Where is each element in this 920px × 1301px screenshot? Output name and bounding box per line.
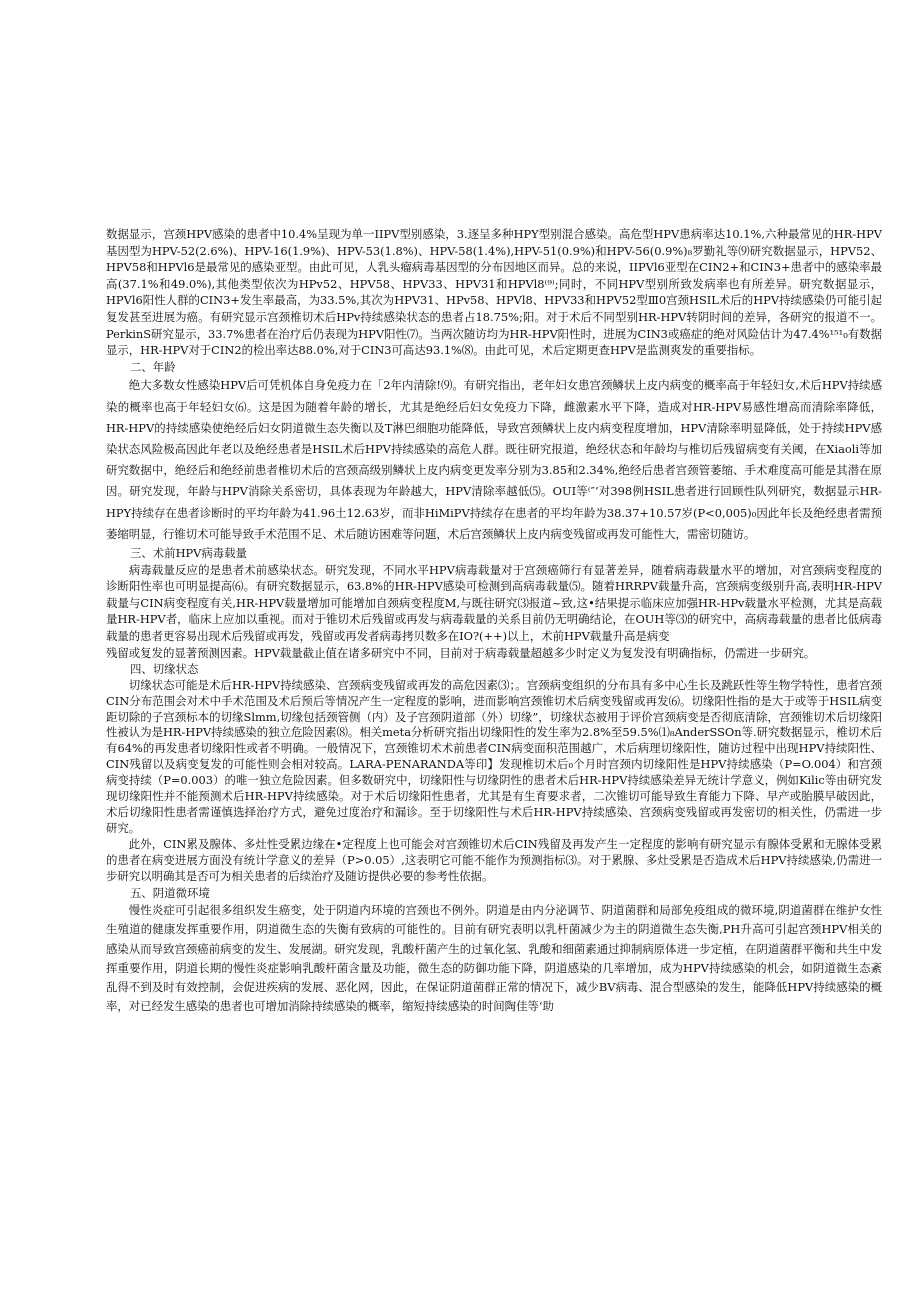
paragraph-age: 绝大多数女性感染HPV后可凭机体自身免疫力在「2年内清除!⑼。有研究指出，老年妇女患宫颈鳞状上皮内病变的概率高于年轻妇女,术后HPV持续感染的概率也高于年轻妇女⑹。这是因为随着年龄的增长，尤其是绝经后妇女免疫力下降，雌激素水平下降，造成对HR-HPV易感性增高而清除率降低，HR-HPV的持续感染使绝经后妇女阴道微生态失衡以及T淋巴细胞功能降低，导致宫颈鳞状上皮内病变程度增加，HPV清除率明显降低，处于持续HPV感染状态风险极高因此年老以及绝经患者是HSIL术后HPV持续感染的高危人群。既往研究报道，绝经状态和年龄均与椎切后残留病变有关阈，在Xiaoli等加研究数据中，绝经后和绝经前患者椎切术后的宫颈高级别鳞状上皮内病变更发率分别为3.85和2.34%,绝经后患者宫颈管萎缩、手术难度高可能是其潜在原因。研究发现，年龄与HPV消除关系密切，具体表现为年龄越大，HPV清除率越低⑸。OUI等⁽″’对398例HSIL患者进行回顾性队列研究，数据显示HR-HPY持续存在患者诊断时的平均年龄为41.96土12.63岁，而非HiMiPV持续存在患者的平均年龄为38.37+10.57岁(P<0,005)₀因此年长及绝经患者需预萎缩明显，行锥切术可能导致手术范围不足、术后随访困难等问题，术后宫颈鳞状上皮内病变残留或再发可能性大，需密切随访。 — [106, 378, 882, 541]
section-heading-age: 二、年龄 — [130, 359, 176, 374]
paragraph-viral-load-continued: 残留或复发的显著预测因素。HPV载量截止值在诸多研究中不同，目前对于病毒载量超越多少时定义为复发没有明确指标，仍需进一步研究。 — [106, 645, 816, 660]
section-heading-viral-load: 三、术前HPV病毒载量 — [130, 545, 247, 560]
paragraph-margin-glands: 此外，CIN累及腺体、多灶性受累边缘在•定程度上也可能会对宫颈锥切术后CIN残留及再发产生一定程度的影响有研究显示有腺体受累和无腺体受累的患者在病变进展方面没有统计学意义的差异（P>0.05）,这表明它可能不能作为预测指标⑶。对于累腺、多灶受累是否造成术后HPV持续感染,仍需进一步研究以明确其是否可为相关患者的后续治疗及随访提供必要的参考性依据。 — [106, 836, 882, 883]
section-heading-margin: 四、切缘状态 — [130, 662, 199, 677]
paragraph-viral-load: 病毒载量反应的是患者术前感染状态。研究发现，不同水平HPV病毒载量对于宫颈癌筛行有显著差异，随着病毒载量水平的增加，对宫颈病变程度的诊断阳性率也可明显提高⑹。有研究数据显示，63.8%的HR-HPV感染可检测到高病毒载量⑸。随着HRRPV载量升高，宫颈病变级别升高,表明HR-HPV载量与CIN病变程度有关,HR-HPV载量增加可能增加自颈病变程度M,与既往研究⑶报道~致,这•结果提示临床应加强HR-HPv载量水平检测，尤其是高载量HR-HPV者，临床上应加以重视。而对于锥切术后残留或再发与病毒载量的关系目前仍无明确结论，在OUH等⑶的研究中，高病毒载量的患者比低病毒载量的患者更容易出现术后残留或再发，残留或再发者病毒拷贝数多在IO?(++)以上，术前HPV载量升高是病变 — [106, 562, 882, 643]
document-page — [106, 226, 882, 1016]
paragraph-hpv-genotypes: 数据显示，宫颈HPV感染的患者中10.4%呈现为单一IIPV型别感染，3.逐呈多种HPY型别混合感染。高危型HPV患病率达10.1%,六种最常见的HR-HPV基因型为HPV-52(2.6%)、HPV-16(1.9%)、HPV-53(1.8%)、HPV-58(1.4%),HPV-51(0.9%)和HPV-56(0.9%)₈罗勤礼等⑼研究数据显示，HPV52、HPV58和HPVl6是最常见的感染亚型。由此可见，人乳头瘤病毒基因型的分布因地区而异。总的来说，IIPVl6亚型在CIN2+和CIN3+患者中的感染率最高(37.1%和49.0%),其他类型依次为HPv52、HPV58、HPV33、HPV31和HPVl8⁽⁹⁾;同时，不同HPV型别所致发病率也有所差异。研究数据显示，HPVl6阳性人群的CIN3+发生率最高，为33.5%,其次为HPV31、HPv58、HPVl8、HPV33和HPV52型Ⅲ0宫颈HSIL术后的HPV持续感染仍可能引起复发甚至进展为癌。有研究显示宫颈椎切术后HPv持续感染状态的患者占18.75%;阳。对于术后不同型别HR-HPV转阴时间的差异，各研究的报道不一。PerkinS研究显示，33.7%患者在治疗后仍表现为HPV阳性⑺。当两次随访均为HR-HPV阳性时，进展为CIN3或癌症的绝对风险估计为47.4%¹⁵¹₀有数据显示，HR-HPV对于CIN2的检出率达88.0%,对于CIN3可高达93.1%⑻。由此可见，术后定期更查HPV是监测爽发的重要指标。 — [106, 227, 882, 358]
paragraph-vaginal-microenvironment: 慢性炎症可引起很多组织发生癌变，处于阴道内环境的宫颈也不例外。阴道是由内分泌调节、阴道菌群和局部免疫组成的微环境,阴道菌群在维护女性生殖道的健康发挥重要作用，阴道微生态的失衡有致病的可能性的。目前有研究表明以乳杆菌减少为主的阴道微生态失衡,PH升高可引起宫颈HPV相关的感染从而导致宫颈癌前病变的发生、发展湖。研究发现，乳酸杆菌产生的过氧化氢、乳酸和细菌素通过抑制病原体进一步定植，在阴道菌群平衡和共生中发挥重要作用，阴道长期的慢性炎症影响乳酸杆菌含量及功能，微生态的防御功能下降，阴道感染的几率增加，成为HPV持续感染的机会，如阴道微生态紊乱得不到及时有效控制，会促进疾病的发展、恶化网，因此，在保证阴道菌群正常的情况下，减少BV病毒、混合型感染的发生，能降低HPV持续感染的概率，对已经发生感染的患者也可增加消除持续感染的概率，缩短持续感染的时间陶佳等‘助 — [106, 903, 882, 1014]
section-heading-vaginal-microenvironment: 五、阴道微环境 — [130, 885, 210, 900]
paragraph-margin: 切缘状态可能是术后HR-HPV持续感染、宫颈病变残留或再发的高危因素⑶；。宫颈病变组织的分布具有多中心生长及跳跃性等生物学特性，患者宫颈CIN分布范围会对术中手术范围及术后预后等情况产生一定程度的影响，进而影响宫颈锥切术后病变残留或再发⑹。切缘阳性指的是大于或等于HSIL病变距切除的子宫颈标本的切缘Slmm,切缘包括颈管侧（内）及子宫颈阴道部（外）切缘”，切缘状态被用于评价宫颈病变是否彻底清除，宫颈锥切术后切缘阳性被认为是HR-HPV持续感染的独立危险因素⑻。相关meta分析研究指出切缘阳性的发生率为2.8%至59.5%⑴₈AnderSSOn等.研究数据显示，椎切术后有64%的再发患者切缘阳性或者不明确。一般情况下，宫颈锥切术术前患者CIN病变面积范围越广，术后病理切缘阳性，随访过程中出现HPV持续阳性、CIN残留以及病变复发的可能性则会相对较高。LARA-PENARANDA等印】发现椎切术后₀个月时宫颈内切缘阳性是HPV持续感染（P=O.004）和宫颈病变持续（P=0.003）的唯一独立危险因素。但多数研究中，切缘阳性与切缘阴性的患者术后HR-HPV持续感染差异无统计学意义，例如Kilic等由研究发现切缘阳性并不能预测术后HR-HPV持续感染。对于术后切缘阳性患者，尤其是有生育要求者，二次锥切可能导致生育能力下降、早产或胎膜早破因此，术后切缘阳性患者需谨慎选择治疗方式，避免过度治疗和漏诊。至于切缘阳性与术后HR-HPV持续感染、宫颈病变残留或再发密切的相关性，仍需进一步研究。 — [106, 677, 882, 835]
